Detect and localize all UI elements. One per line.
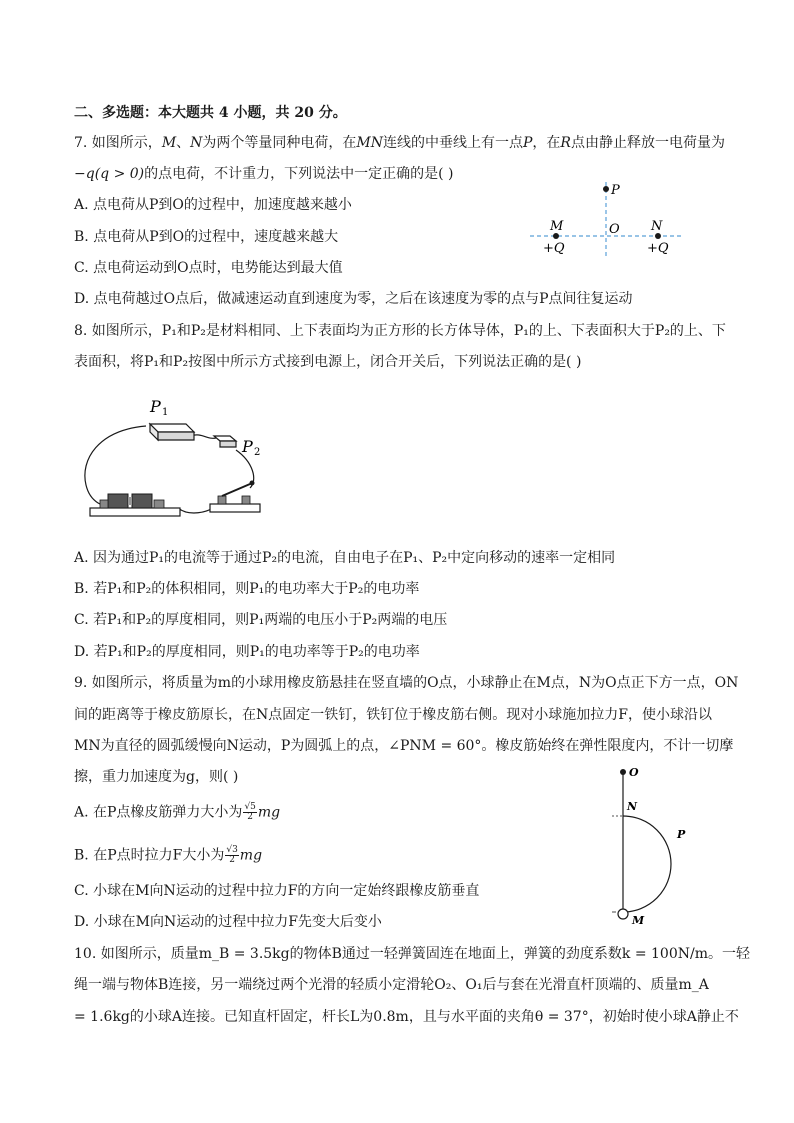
q9-stem-line3: MN为直径的圆弧缓慢向N运动，P为圆弧上的点，∠PNM = 60°。橡皮筋始终在弹性限度内，不计一切摩 bbox=[74, 738, 734, 754]
q8-stem-line2: 表面积，将P₁和P₂按图中所示方式接到电源上，闭合开关后，下列说法正确的是( ) bbox=[74, 354, 582, 370]
q8-switch bbox=[210, 481, 260, 513]
q8-label-p1-sub: 1 bbox=[162, 407, 169, 418]
q9-option-a-numerator: √5 bbox=[244, 802, 256, 812]
q7-stem-d: N bbox=[190, 135, 203, 151]
q9-arc-mn bbox=[623, 816, 671, 912]
q7-label-n: N bbox=[651, 219, 663, 234]
q9-option-b-text: B. 在P点时拉力F大小为 bbox=[74, 847, 225, 864]
q9-option-c: C. 小球在M向N运动的过程中拉力F的方向一定始终跟橡皮筋垂直 bbox=[74, 883, 480, 899]
q7-label-m: M bbox=[550, 219, 564, 234]
q8-label-p2: P bbox=[242, 437, 253, 456]
q8-option-a: A. 因为通过P₁的电流等于通过P₂的电流，自由电子在P₁、P₂中定向移动的速率一定相同 bbox=[74, 550, 616, 566]
q7-stem-f: MN bbox=[356, 135, 383, 151]
q9-figure-semicircle bbox=[606, 762, 706, 932]
q9-label-o: O bbox=[629, 766, 639, 779]
q7-stem-g: 连线的中垂线上有一点 bbox=[383, 135, 523, 151]
q7-stem-b: M bbox=[161, 135, 177, 151]
q7-option-d: D. 点电荷越过O点后，做减速运动直到速度为零，之后在该速度为零的点与P点间往复运动 bbox=[74, 291, 633, 307]
q7-figure-charges bbox=[530, 178, 690, 258]
q8-stem-line1: 8. 如图所示，P₁和P₂是材料相同、上下表面均为正方形的长方体导体，P₁的上、下表面积大于P₂的上、下 bbox=[74, 323, 726, 339]
q7-stem-line2-text: 的点电荷，不计重力，下列说法中一定正确的是( ) bbox=[144, 166, 454, 182]
q8-circuit-figure bbox=[78, 390, 278, 525]
q9-option-a-fraction bbox=[243, 803, 256, 822]
q7-point-p bbox=[603, 186, 609, 192]
q7-label-o: O bbox=[609, 222, 620, 237]
q10-stem-line3: = 1.6kg的小球A连接。已知直杆固定，杆长L为0.8m，且与水平面的夹角θ = 37°，初始时使小球A静止不 bbox=[74, 1009, 739, 1025]
section-header: 二、多选题：本大题共 4 小题，共 20 分。 bbox=[74, 105, 347, 121]
q7-stem-line2 bbox=[74, 165, 454, 183]
q7-option-c: C. 点电荷运动到O点时，电势能达到最大值 bbox=[74, 260, 343, 276]
q7-charge-m: +Q bbox=[543, 241, 565, 256]
q9-option-b-fraction bbox=[225, 846, 238, 865]
q9-stem-line1: 9. 如图所示，将质量为m的小球用橡皮筋悬挂在竖直墙的O点，小球静止在M点，N为O点正下方一点，ON bbox=[74, 675, 739, 691]
q7-stem-h: P bbox=[523, 135, 533, 151]
q10-stem-line2: 绳一端与物体B连接，另一端绕过两个光滑的轻质小定滑轮O₂、O₁后与套在光滑直杆顶端的、质量m_A bbox=[74, 977, 709, 993]
q7-charge-expression: −q(q > 0) bbox=[74, 166, 145, 182]
q7-stem-a: 7. 如图所示， bbox=[74, 135, 162, 151]
q8-label-p2-sub: 2 bbox=[254, 447, 261, 458]
q8-battery bbox=[90, 494, 180, 516]
q8-option-b: B. 若P₁和P₂的体积相同，则P₁的电功率大于P₂的电功率 bbox=[74, 581, 420, 597]
q10-stem-line1: 10. 如图所示，质量m_B = 3.5kg的物体B通过一轻弹簧固连在地面上，弹簧的劲度系数k = 100N/m。一轻 bbox=[74, 946, 750, 962]
q7-stem-c: 、 bbox=[176, 135, 191, 151]
q7-stem-line1 bbox=[74, 134, 725, 152]
q8-option-d: D. 若P₁和P₂的厚度相同，则P₁的电功率等于P₂的电功率 bbox=[74, 644, 420, 660]
q8-conductor-p1-front bbox=[158, 432, 194, 440]
q9-option-a-unit: mg bbox=[257, 804, 281, 821]
q9-point-o bbox=[620, 769, 626, 775]
q7-stem-e: 为两个等量同种电荷，在 bbox=[202, 135, 357, 151]
q9-stem-line2: 间的距离等于橡皮筋原长，在N点固定一铁钉，铁钉位于橡皮筋右侧。现对小球施加拉力F，使小球沿以 bbox=[74, 707, 712, 723]
q7-option-a: A. 点电荷从P到O的过程中，加速度越来越小 bbox=[74, 197, 352, 213]
q9-option-b-unit: mg bbox=[239, 847, 263, 864]
q9-option-a-text: A. 在P点橡皮筋弹力大小为 bbox=[74, 804, 243, 821]
q7-charge-n: +Q bbox=[647, 241, 669, 256]
q9-option-b-denominator: 2 bbox=[229, 855, 235, 865]
q9-label-n: N bbox=[627, 800, 638, 813]
q9-label-m: M bbox=[632, 914, 645, 927]
q8-conductor-p2-front bbox=[220, 441, 236, 447]
q8-option-c: C. 若P₁和P₂的厚度相同，则P₁两端的电压小于P₂两端的电压 bbox=[74, 612, 448, 628]
q7-label-p: P bbox=[611, 183, 620, 198]
q7-stem-j: R bbox=[560, 135, 571, 151]
q9-option-b bbox=[74, 846, 262, 865]
q7-option-b: B. 点电荷从P到O的过程中，速度越来越大 bbox=[74, 229, 339, 245]
q8-conductor-p2-top bbox=[214, 436, 236, 441]
q8-label-p1: P bbox=[150, 397, 161, 416]
q9-label-p: P bbox=[677, 828, 686, 841]
q9-option-b-numerator: √3 bbox=[226, 845, 238, 855]
q9-option-d: D. 小球在M向N运动的过程中拉力F先变大后变小 bbox=[74, 914, 382, 930]
q7-stem-i: ，在 bbox=[532, 135, 561, 151]
q9-ball-m bbox=[618, 909, 628, 919]
q9-option-a bbox=[74, 803, 280, 822]
q7-stem-k: 点由静止释放一电荷量为 bbox=[570, 135, 725, 151]
q9-stem-line4: 擦，重力加速度为g，则( ) bbox=[74, 769, 239, 785]
q9-option-a-denominator: 2 bbox=[247, 812, 254, 822]
